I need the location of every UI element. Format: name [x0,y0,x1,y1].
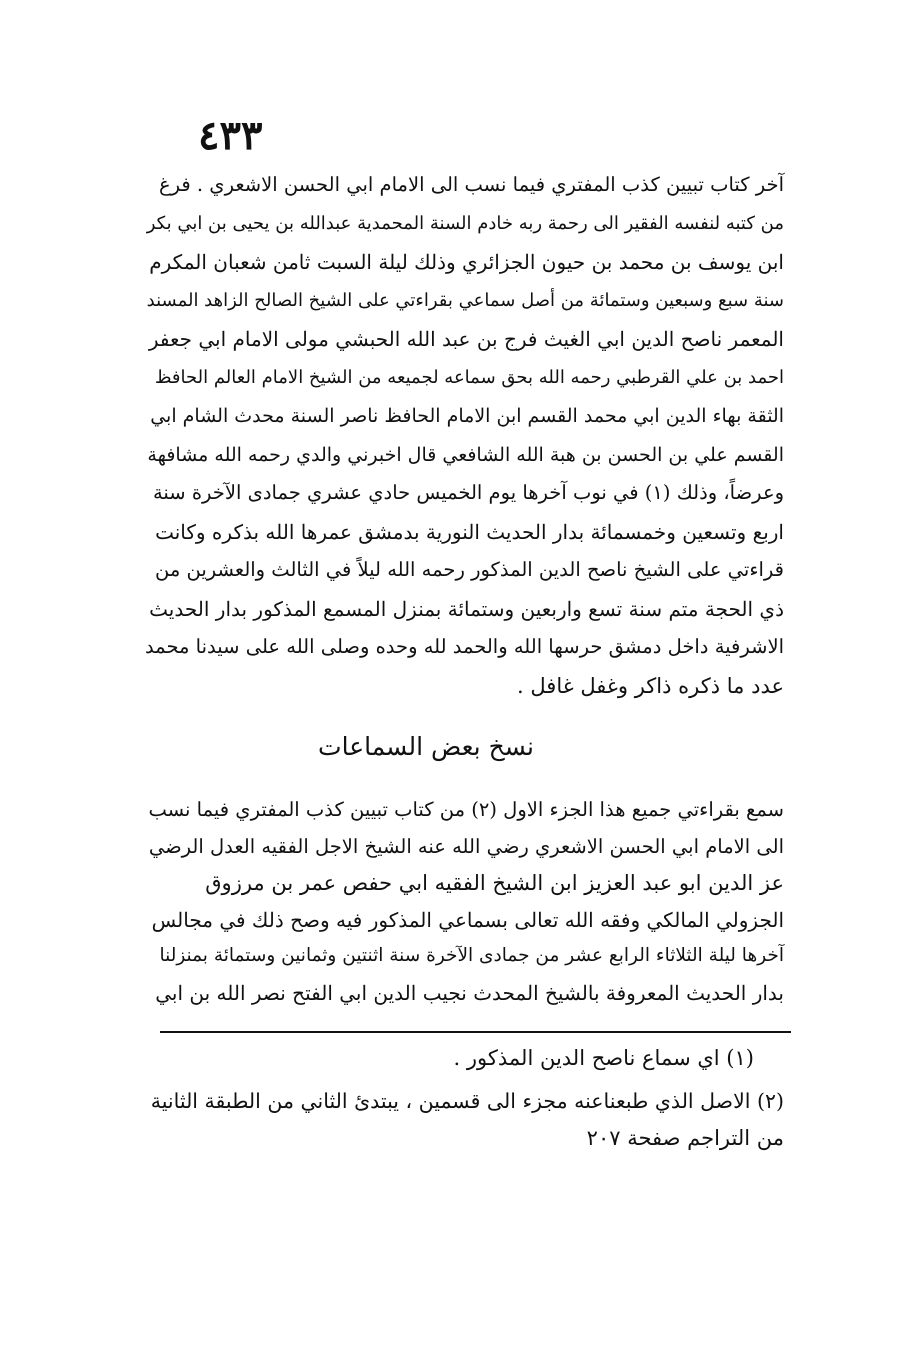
text-line: من كتبه لنفسه الفقير الى رحمة ربه خادم السنة المحمدية عبدالله بن يحيى بن ابي بكر [146,212,784,234]
text-line: آخر كتاب تبيين كذب المفتري فيما نسب الى الامام ابي الحسن الاشعري . فرغ [159,173,784,196]
text-line: قراءتي على الشيخ ناصح الدين المذكور رحمه الله ليلاً في الثالث والعشرين من [155,558,784,581]
text-line: آخرها ليلة الثلاثاء الرابع عشر من جمادى الآخرة سنة اثنتين وثمانين وستمائة بمنزلنا [159,945,784,966]
text-line: بدار الحديث المعروفة بالشيخ المحدث نجيب الدين ابي الفتح نصر الله بن ابي [155,980,784,1005]
footnotes [144,1040,784,1157]
page-number: ٤٣٣ [198,112,263,159]
text-line: الثقة بهاء الدين ابي محمد القسم ابن الامام الحافظ ناصر السنة محدث الشام ابي [150,405,784,427]
footnote-divider [160,1031,791,1033]
text-line: ابن يوسف بن محمد بن حيون الجزائري وذلك ليلة السبت ثامن شعبان المكرم [149,250,784,274]
text-line: الى الامام ابي الحسن الاشعري رضي الله عنه الشيخ الاجل الفقيه العدل الرضي [148,834,784,858]
text-line: سمع بقراءتي جميع هذا الجزء الاول (٢) من كتاب تبيين كذب المفتري فيما نسب [148,798,784,821]
text-line: عز الدين ابو عبد العزيز ابن الشيخ الفقيه ابي حفص عمر بن مرزوق [205,871,784,895]
text-line: الجزولي المالكي وفقه الله تعالى بسماعي المذكور فيه وصح ذلك في مجالس [151,907,784,932]
footnote-2-continuation: من التراجم صفحة ٢٠٧ [586,1126,784,1150]
text-line: القسم علي بن الحسن بن هبة الله الشافعي قال اخبرني والدي رحمه الله مشافهة [147,443,784,466]
text-line: المعمر ناصح الدين ابي الغيث فرج بن عبد الله الحبشي مولى الامام ابي جعفر [148,327,784,351]
samaat-paragraph [144,792,784,1011]
footnote-1: (١) اي سماع ناصح الدين المذكور . [453,1046,754,1070]
text-line: احمد بن علي القرطبي رحمه الله بحق سماعه لجميعه من الشيخ الامام العالم الحافظ [154,366,784,388]
section-heading: نسخ بعض السماعات [318,732,534,761]
text-line: اربع وتسعين وخمسمائة بدار الحديث النورية بدمشق عمرها الله بذكره وكانت [155,519,784,544]
footnote-2: (٢) الاصل الذي طبعناعنه مجزء الى قسمين ، يبتدئ الثاني من الطبقة الثانية [150,1089,784,1113]
colophon-paragraph [144,166,784,705]
text-line: سنة سبع وسبعين وستمائة من أصل سماعي بقراءتي على الشيخ الصالح الزاهد المسند [146,289,784,311]
text-line: عدد ما ذكره ذاكر وغفل غافل . [517,673,784,698]
text-line: وعرضاً، وذلك (١) في نوب آخرها يوم الخميس حادي عشري جمادى الآخرة سنة [152,481,784,504]
text-line: الاشرفية داخل دمشق حرسها الله والحمد لله وحده وصلى الله على سيدنا محمد [144,635,784,658]
text-line: ذي الحجة متم سنة تسع واربعين وستمائة بمنزل المسمع المذكور بدار الحديث [149,596,784,621]
